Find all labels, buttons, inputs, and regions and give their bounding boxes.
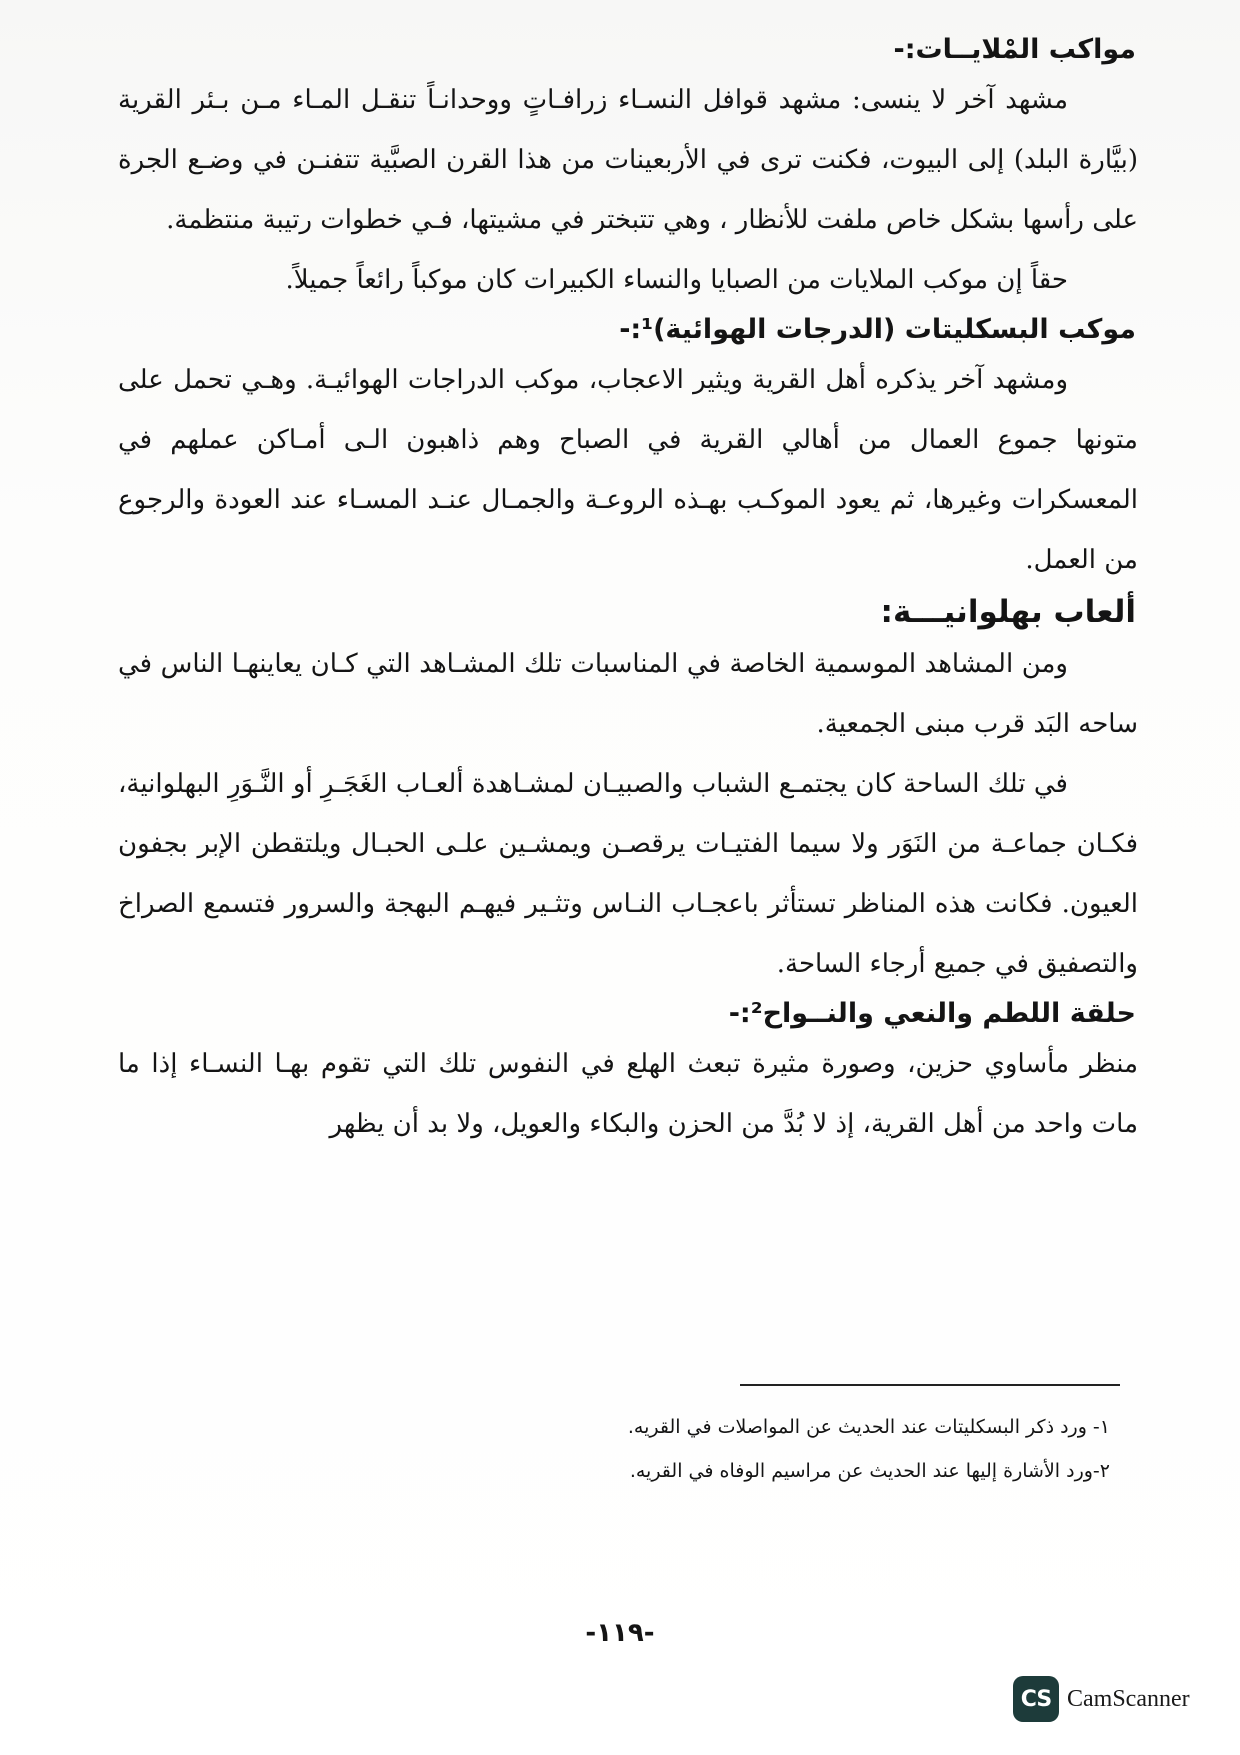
section-heading: حلقة اللطم والنعي والنــواح²:- xyxy=(728,998,1136,1029)
page-body xyxy=(118,30,1138,1154)
section-heading: ألعاب بهلوانيـــة: xyxy=(880,594,1136,630)
paragraph: ومن المشاهد الموسمية الخاصة في المناسبات تلك المشـاهد التي كـان يعاينهـا الناس في ساحه البَد قرب مبنى الجمعية. xyxy=(118,649,1138,739)
footnote: ١- ورد ذكر البسكليتات عند الحديث عن المواصلات في القريه. xyxy=(627,1416,1110,1438)
paragraph: منظر مأساوي حزين، وصورة مثيرة تبعث الهلع في النفوس تلك التي تقوم بهـا النسـاء إذا ما مات واحد من أهل القرية، إذ لا بُدَّ من الحزن والبكاء والعويل، ولا بد أن يظهر xyxy=(118,1049,1138,1139)
paragraph: ومشهد آخر يذكره أهل القرية ويثير الاعجاب، موكب الدراجات الهوائيـة. وهـي تحمل على متونها جموع العمال من أهالي القرية في الصباح وهم ذاهبون الـى أمـاكن عملهم في المعسكرات وغيرها، ثم يعود الموكـب بهـذه الروعـة والجمـال عنـد المسـاء عند العودة والرجوع من العمل. xyxy=(118,365,1138,575)
camscanner-logo-icon: CS xyxy=(1013,1676,1059,1722)
footnote: ٢-ورد الأشارة إليها عند الحديث عن مراسيم الوفاه في القريه. xyxy=(629,1460,1110,1482)
page-number: -١١٩- xyxy=(585,1618,655,1648)
paragraph: حقاً إن موكب الملايات من الصبايا والنساء الكبيرات كان موكباً رائعاً جميلاً. xyxy=(285,265,1068,295)
camscanner-watermark xyxy=(1013,1676,1190,1722)
paragraph: مشهد آخر لا ينسى: مشهد قوافل النسـاء زرافـاتٍ ووحدانـاً تنقـل المـاء مـن بـئر القرية (بيَّارة البلد) إلى البيوت، فكنت ترى في الأربعينات من هذا القرن الصبَّية تتفنـن في وضـع الجرة على رأسها بشكل خاص ملفت للأنظار ، وهي تتبختر في مشيتها، فـي خطوات رتيبة منتظمة. xyxy=(118,85,1138,235)
footnotes xyxy=(310,1405,1110,1493)
footnote-divider xyxy=(740,1384,1120,1386)
section-heading: مواكب المْلايــات:- xyxy=(893,34,1136,65)
paragraph: في تلك الساحة كان يجتمـع الشباب والصبيـان لمشـاهدة ألعـاب الغَجَـرِ أو النَّـوَرِ البهلوانية، فكـان جماعـة من النَوَر ولا سيما الفتيـات يرقصـن ويمشـين علـى الحبـال ويلتقطن الإبر بجفون العيون. فكانت هذه المناظر تستأثر باعجـاب النـاس وتثـير فيهـم البهجة والسرور فتسمع الصراخ والتصفيق في جميع أرجاء الساحة. xyxy=(118,769,1138,979)
watermark-label: CamScanner xyxy=(1067,1685,1190,1712)
section-heading: موكب البسكليتات (الدرجات الهوائية)¹:- xyxy=(619,314,1136,345)
